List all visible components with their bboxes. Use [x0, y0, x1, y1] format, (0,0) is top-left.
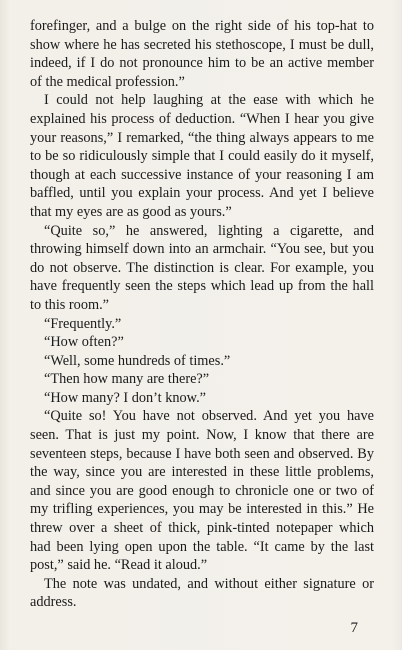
- paragraph-note: The note was undated, and without either signature or address.: [30, 575, 374, 611]
- dialogue-line: “Well, some hundreds of times.”: [44, 352, 231, 369]
- paragraph-quite-so: “Quite so,” he answered, lighting a cigarette, and throwing himself down into an armchair. “You see, but you do not observe. The distinction is clear. For example, you have frequently seen the steps which lead up from the hall to this room.”: [30, 222, 374, 313]
- body-text: [30, 17, 374, 612]
- dialogue-line: “Then how many are there?”: [44, 371, 210, 388]
- dialogue-line: “How often?”: [44, 334, 124, 351]
- dialogue-line: “Frequently.”: [44, 315, 122, 332]
- dialogue-line: “How many? I don’t know.”: [44, 389, 206, 406]
- paragraph-deduction: I could not help laughing at the ease with which he explained his process of deduction. “When I hear you give your reasons,” I remarked, “the thing always appears to me to be so ridiculously simple that I could easily do it myself, though at each successive instance of your reasoning I am baffled, until you explain your process. And yet I believe that my eyes are as good as yours.”: [30, 92, 374, 220]
- page-number: 7: [350, 620, 358, 636]
- paragraph-continued: forefinger, and a bulge on the right side of his top-hat to show where he has secreted his stethoscope, I must be dull, indeed, if I do not pronounce him to be an active member of the medical profession.”: [30, 18, 374, 90]
- paragraph-seventeen-steps: “Quite so! You have not observed. And yet you have seen. That is just my point. Now, I know that there are seventeen steps, because I have both seen and observed. By the way, since you are interested in these little problems, and since you are good enough to chronicle one or two of my trifling experiences, you may be interested in this.” He threw over a sheet of thick, pink-tinted notepaper which had been lying open upon the table. “It came by the last post,” said he. “Read it aloud.”: [30, 408, 374, 574]
